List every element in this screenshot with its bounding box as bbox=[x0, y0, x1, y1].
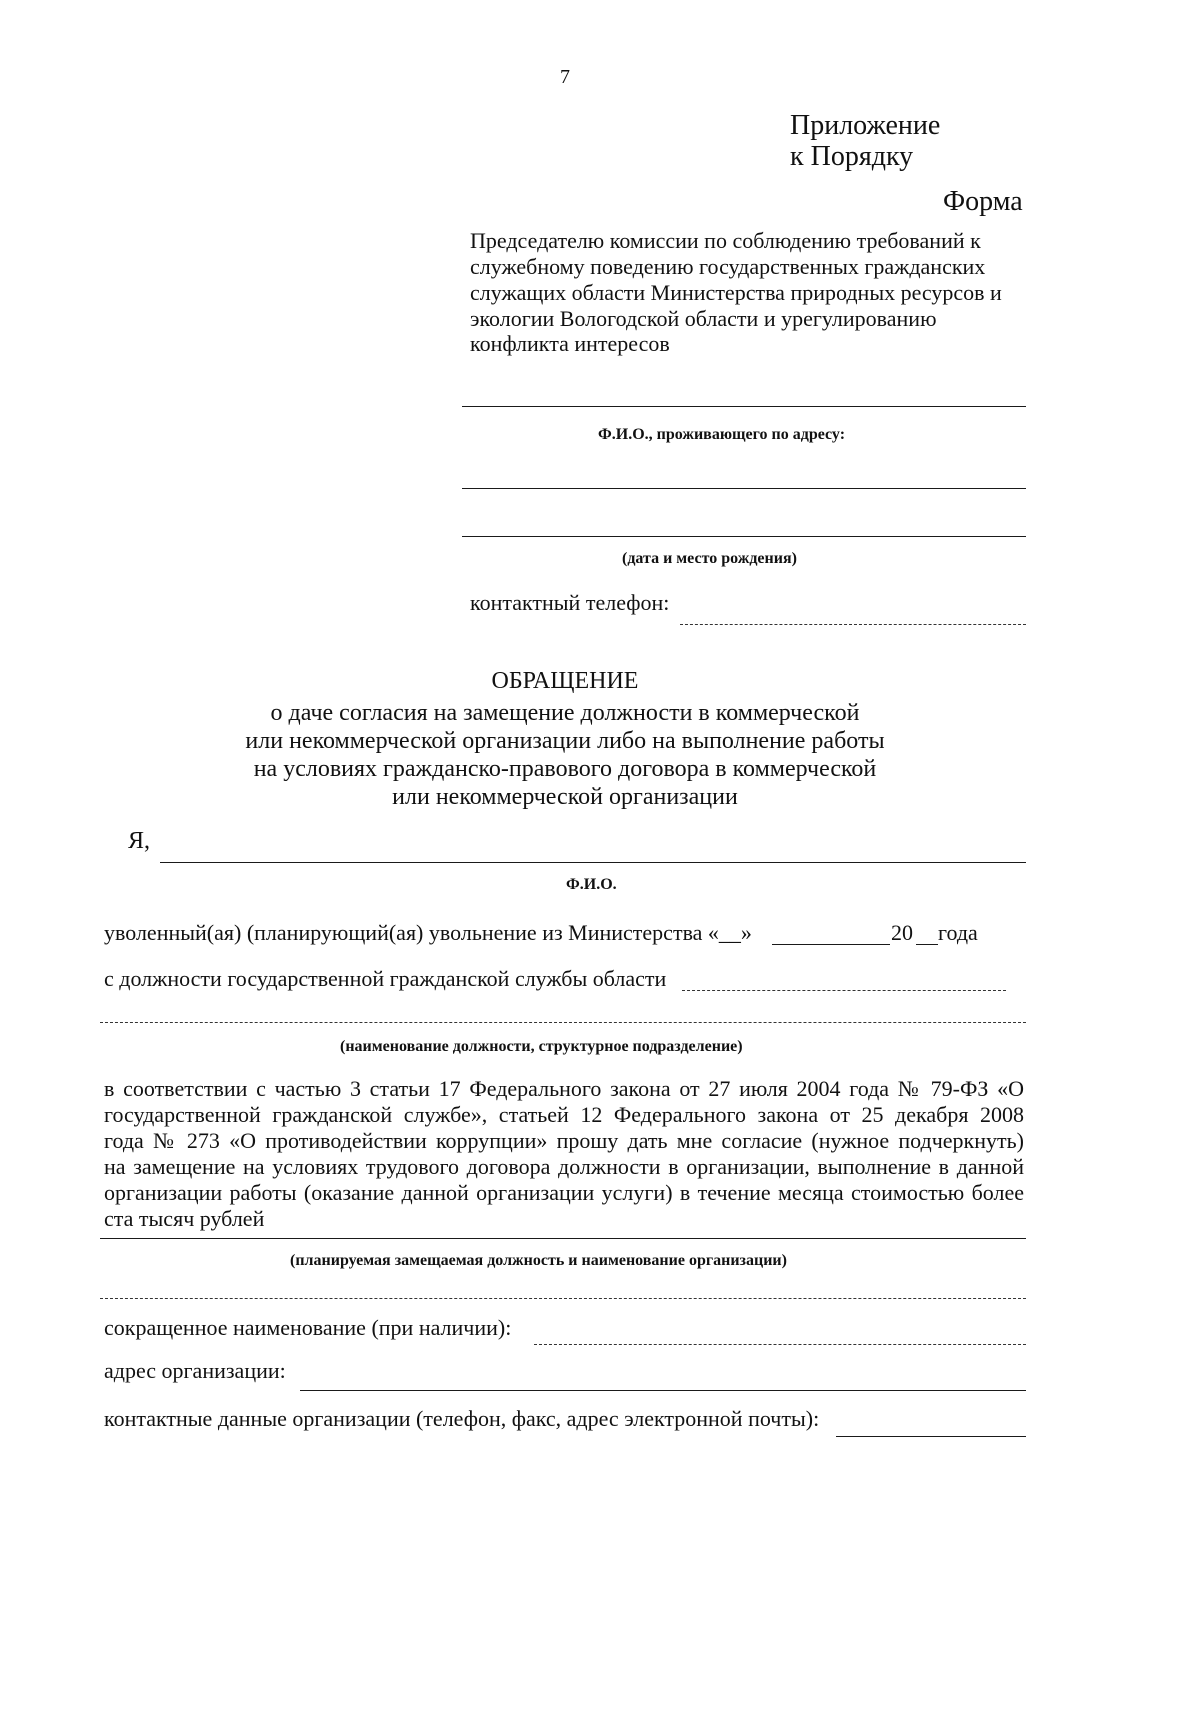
body-line: года № 273 «О противодействии коррупции» прошу дать мне согласие (нужное подчеркнуть) bbox=[104, 1128, 1024, 1153]
body-line: на замещение на условиях трудового договора должности в организации, выполнение в данной bbox=[104, 1154, 1024, 1179]
phone-field[interactable] bbox=[680, 624, 1026, 625]
short-name-label: сокращенное наименование (при наличии): bbox=[104, 1315, 512, 1340]
addressee-line: экологии Вологодской области и урегулированию bbox=[470, 306, 937, 331]
planned-position-field-2[interactable] bbox=[100, 1298, 1026, 1299]
dismissal-text: уволенный(ая) (планирующий(ая) увольнение из Министерства «__» bbox=[104, 920, 752, 945]
appendix-subtitle: к Порядку bbox=[790, 141, 914, 172]
title-line: или некоммерческой организации либо на выполнение работы bbox=[245, 728, 885, 754]
position-field[interactable] bbox=[682, 990, 1006, 991]
document-heading: ОБРАЩЕНИЕ bbox=[491, 668, 639, 694]
address-field-2[interactable] bbox=[462, 536, 1026, 537]
planned-position-field[interactable] bbox=[100, 1238, 1026, 1239]
applicant-fio-field[interactable] bbox=[160, 862, 1026, 863]
address-field-1[interactable] bbox=[462, 488, 1026, 489]
planned-caption: (планируемая замещаемая должность и наименование организации) bbox=[290, 1252, 787, 1269]
page-number: 7 bbox=[560, 66, 570, 88]
appendix-title: Приложение bbox=[790, 110, 941, 141]
body-line: организации работы (оказание данной организации услуги) в течение месяца стоимостью более bbox=[104, 1180, 1024, 1205]
addressee-line: служащих области Министерства природных ресурсов и bbox=[470, 280, 1002, 305]
year-suffix: года bbox=[938, 920, 978, 945]
body-line-last: ста тысяч рублей bbox=[104, 1206, 265, 1231]
i-label: Я, bbox=[128, 828, 151, 854]
addressee-line: служебному поведению государственных гражданских bbox=[470, 254, 986, 279]
birth-caption: (дата и место рождения) bbox=[622, 550, 797, 567]
title-line: или некоммерческой организации bbox=[392, 784, 738, 810]
org-address-field[interactable] bbox=[300, 1390, 1026, 1391]
addressee-line: конфликта интересов bbox=[470, 331, 670, 356]
phone-label: контактный телефон: bbox=[470, 590, 670, 615]
addressee-line: Председателю комиссии по соблюдению требований к bbox=[470, 228, 981, 253]
fio-address-field[interactable] bbox=[462, 406, 1026, 407]
year-prefix: 20 bbox=[891, 920, 913, 945]
dismissal-month-field[interactable] bbox=[772, 944, 890, 945]
form-label: Форма bbox=[943, 186, 1023, 217]
body-line: государственной гражданской службе», статьей 12 Федерального закона от 25 декабря 2008 bbox=[104, 1102, 1024, 1127]
title-line: о даче согласия на замещение должности в коммерческой bbox=[270, 700, 860, 726]
title-line: на условиях гражданско-правового договора в коммерческой bbox=[253, 756, 877, 782]
body-line: в соответствии с частью 3 статьи 17 Федерального закона от 27 июля 2004 года № 79-ФЗ «О bbox=[104, 1076, 1024, 1101]
fio-caption: Ф.И.О. bbox=[566, 876, 617, 893]
fio-address-caption: Ф.И.О., проживающего по адресу: bbox=[598, 426, 846, 443]
position-field-2[interactable] bbox=[100, 1022, 1026, 1023]
dismissal-year-field[interactable] bbox=[916, 944, 938, 945]
org-contacts-label: контактные данные организации (телефон, факс, адрес электронной почты): bbox=[104, 1406, 820, 1431]
position-label: с должности государственной гражданской службы области bbox=[104, 966, 667, 991]
org-address-label: адрес организации: bbox=[104, 1358, 286, 1383]
org-contacts-field[interactable] bbox=[836, 1436, 1026, 1437]
short-name-field[interactable] bbox=[534, 1344, 1026, 1345]
position-caption: (наименование должности, структурное подразделение) bbox=[340, 1038, 743, 1055]
